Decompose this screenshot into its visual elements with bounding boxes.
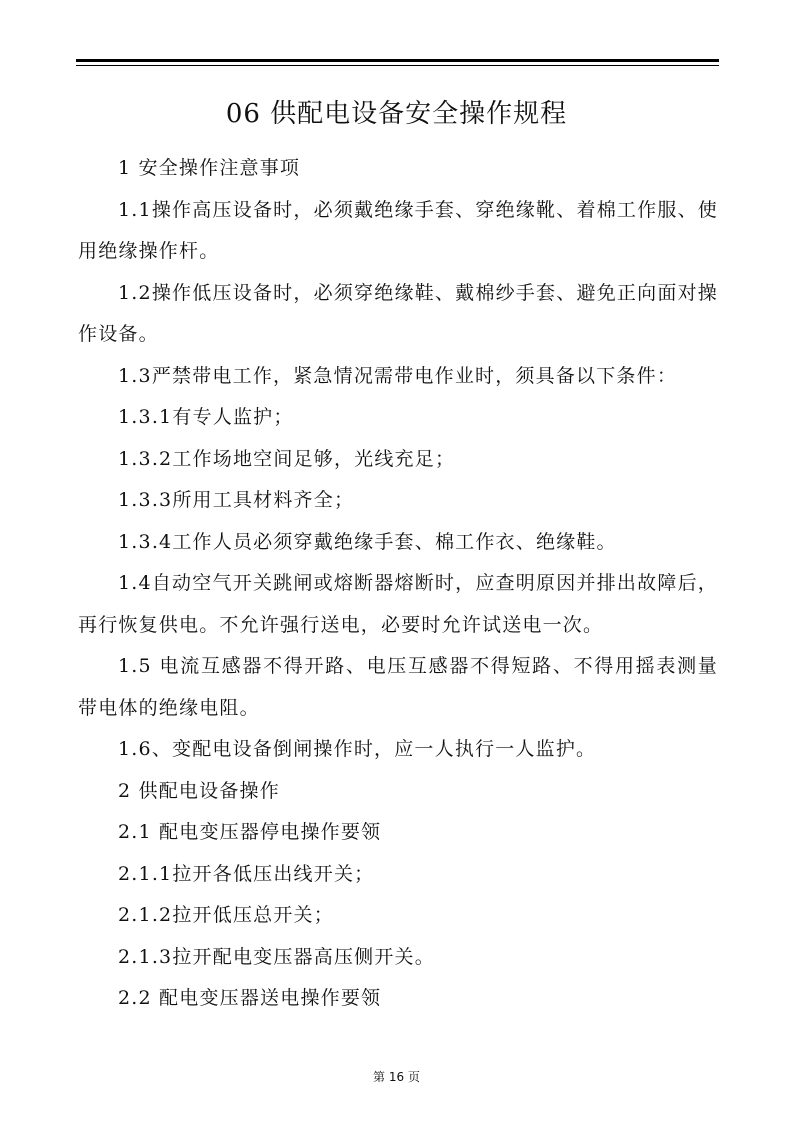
paragraph: 1.6、变配电设备倒闸操作时，应一人执行一人监护。 [118,738,597,760]
document-body [78,148,718,1020]
paragraph: 1.3严禁带电工作，紧急情况需带电作业时，须具备以下条件： [118,364,678,387]
section-heading: 1 安全操作注意事项 [118,157,301,179]
paragraph: 1.4自动空气开关跳闸或熔断器熔断时，应查明原因并排出故障后，再行恢复供电。不允许强行送电，必要时允许试送电一次。 [78,572,718,636]
header-rule-thick [76,59,719,62]
paragraph: 2.1.2拉开低压总开关； [118,904,334,926]
paragraph: 2.1.1拉开各低压出线开关； [118,862,375,885]
paragraph: 1.3.3所用工具材料齐全； [118,489,355,511]
page-number: 第 16 页 [373,1070,420,1084]
paragraph: 1.3.2工作场地空间足够，光线充足； [118,447,456,470]
paragraph: 1.5 电流互感器不得开路、电压互感器不得短路、不得用摇表测量带电体的绝缘电阻。 [78,655,718,719]
subsection-heading: 2.2 配电变压器送电操作要领 [118,987,382,1009]
paragraph: 1.1操作高压设备时，必须戴绝缘手套、穿绝缘靴、着棉工作服、使用绝缘操作杆。 [78,198,718,262]
section-heading: 2 供配电设备操作 [118,779,280,802]
paragraph: 1.2操作低压设备时，必须穿绝缘鞋、戴棉纱手套、避免正向面对操作设备。 [78,281,718,345]
document-title: 06 供配电设备安全操作规程 [225,99,568,129]
header-rule-thin [76,65,719,66]
paragraph: 1.3.4工作人员必须穿戴绝缘手套、棉工作衣、绝缘鞋。 [118,530,617,553]
paragraph: 1.3.1有专人监护； [118,406,294,428]
subsection-heading: 2.1 配电变压器停电操作要领 [118,821,382,843]
paragraph: 2.1.3拉开配电变压器高压侧开关。 [118,945,435,968]
